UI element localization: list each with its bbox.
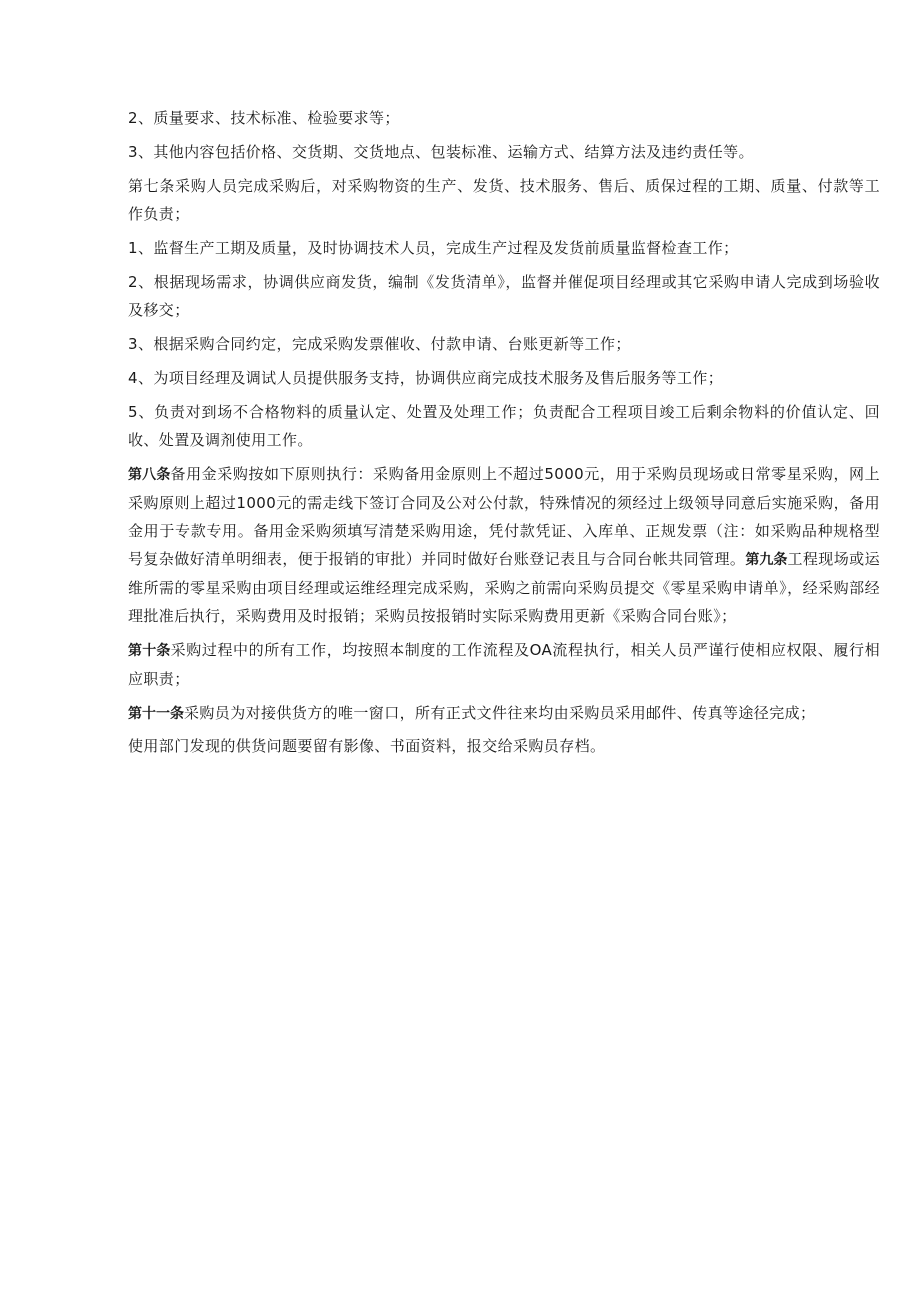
paragraph-article-11	[128, 699, 880, 728]
paragraph-duty-3: 3、根据采购合同约定，完成采购发票催收、付款申请、台账更新等工作；	[128, 335, 631, 353]
paragraph-item-3-other: 3、其他内容包括价格、交货期、交货地点、包装标准、运输方式、结算方法及违约责任等。	[128, 143, 754, 161]
paragraph-duty-2: 2、根据现场需求，协调供应商发货，编制《发货清单》，监督并催促项目经理或其它采购申请人完成到场验收及移交；	[128, 273, 880, 319]
document-body	[128, 104, 880, 766]
paragraph-closing-line: 使用部门发现的供货问题要留有影像、书面资料，报交给采购员存档。	[128, 737, 606, 755]
article-9-text: 工程现场或运维所需的零星采购由项目经理或运维经理完成采购，采购之前需向采购员提交《零星采购申请单》，经采购部经理批准后执行，采购费用及时报销；采购员按报销时实际采购费用更新《采购合同台账》；	[128, 550, 881, 625]
paragraph-duty-4: 4、为项目经理及调试人员提供服务支持，协调供应商完成技术服务及售后服务等工作；	[128, 369, 724, 387]
article-11-text: 采购员为对接供货方的唯一窗口，所有正式文件往来均由采购员采用邮件、传真等途径完成；	[184, 704, 816, 722]
article-9-label: 第九条	[745, 552, 788, 568]
paragraph-duty-1: 1、监督生产工期及质量，及时协调技术人员，完成生产过程及发货前质量监督检查工作；	[128, 239, 739, 257]
article-10-label: 第十条	[128, 643, 171, 659]
paragraph-article-8-9	[128, 460, 880, 630]
article-11-label: 第十一条	[128, 706, 184, 722]
article-10-text: 采购过程中的所有工作，均按照本制度的工作流程及OA流程执行，相关人员严谨行使相应权限、履行相应职责；	[128, 641, 880, 688]
paragraph-duty-5: 5、负责对到场不合格物料的质量认定、处置及处理工作；负责配合工程项目竣工后剩余物料的价值认定、回收、处置及调剂使用工作。	[128, 403, 880, 449]
article-8-label: 第八条	[128, 467, 171, 483]
paragraph-article-10	[128, 636, 880, 693]
paragraph-item-2-quality: 2、质量要求、技术标准、检验要求等；	[128, 109, 400, 127]
paragraph-article-7: 第七条采购人员完成采购后，对采购物资的生产、发货、技术服务、售后、质保过程的工期、质量、付款等工作负责；	[128, 177, 880, 223]
article-8-text: 备用金采购按如下原则执行：采购备用金原则上不超过5000元，用于采购员现场或日常零星采购，网上采购原则上超过1000元的需走线下签订合同及公对公付款，特殊情况的须经过上级领导同意后实施采购，备用金用于专款专用。备用金采购须填写清楚采购用途，凭付款凭证、入库单、正规发票（注：如采购品种规格型号复杂做好清单明细表，便于报销的审批）并同时做好台账登记表且与合同台帐共同管理。	[128, 465, 881, 568]
